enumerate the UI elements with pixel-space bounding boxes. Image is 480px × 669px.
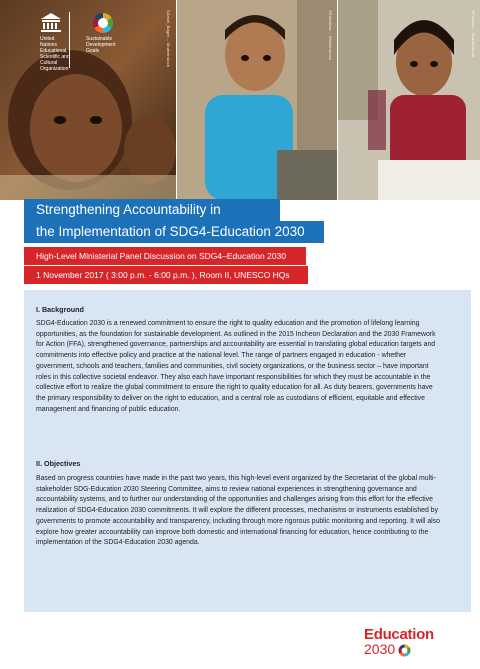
education-2030-logo: [364, 626, 464, 660]
unesco-caption: United Nations Educational, Scientific and Cultural Organization: [40, 36, 70, 72]
photo-credit-2: ©Eskaflow – Shutterstock: [328, 10, 333, 61]
content-panel: [24, 290, 471, 612]
sdg-wheel-small-icon: [398, 644, 411, 657]
photo-girl-right: [338, 0, 480, 200]
unesco-temple-icon: [40, 12, 62, 32]
event-subtitle: High-Level Ministerial Panel Discussion on SDG4–Education 2030: [24, 247, 306, 265]
section-body-objectives: Based on progress countries have made in the past two years, this high-level event organized by the Secretariat of the global multi-stakeholder SDG-Education 2030 Steering Committee, aims to review national experiences in strengthening governance and accountability systems, and to further our understanding of the opportunities and challenges arising from this effort for the effective realization of SDG4-Education 2030 commitments. It will explore the different processes, mechanisms or instruments established by governments to promote accountability and transparency, including through more rigorous public monitoring and reporting. It will also explore how greater accountability can improve both domestic and international financing for education, hence contributing to the implementation of the SDG4-Education 2030 agenda.: [36, 475, 440, 547]
section-heading-objectives: II. Objectives: [36, 459, 81, 468]
title-line-1: Strengthening Accountability in: [24, 199, 280, 221]
logo-word: Education: [364, 626, 434, 643]
partner-logos: [40, 12, 130, 72]
section-body-background: SDG4-Education 2030 is a renewed commitment to ensure the right to quality education and the promotion of lifelong learning opportunities, as the foundation for sustainable development. As outlined in the 2015 Incheon Declaration and the 2030 Framework for Action (FFA), strengthened governance, partnerships and accountability are essential in translating global education targets and commitments into effective policy and practice at the national level. The range of partners engaged in education - whether government, schools and teachers, families and communities, civil society organizations, or the business sector – have important roles in this collective societal endeavor. They also each have important responsibilities for which they must be accountable in the collective effort to realize the global commitment to ensure the right to quality education for all. As duty bearers, governments have the primary responsibility to deliver on the right to education, and a central role as custodians of efficient, equitable and effective management and financing of public education.: [36, 320, 436, 413]
sdg-wheel-icon: [92, 12, 114, 34]
photo-boy-center: [177, 0, 337, 200]
photo-credit-1: ©Arsel_Bager – Shutterstock: [166, 10, 171, 68]
photo-credit-3: ©Fazana – Shutterstock: [471, 10, 476, 58]
section-heading-background: I. Background: [36, 305, 84, 314]
event-datetime: 1 November 2017 ( 3:00 p.m. - 6:00 p.m. ), Room II, UNESCO HQs: [24, 266, 308, 284]
title-line-2: the Implementation of SDG4-Education 2030: [24, 221, 324, 243]
sdg-caption: Sustainable Development Goals: [86, 36, 116, 54]
header-photos: [0, 0, 480, 200]
logo-year: 2030: [364, 641, 396, 657]
